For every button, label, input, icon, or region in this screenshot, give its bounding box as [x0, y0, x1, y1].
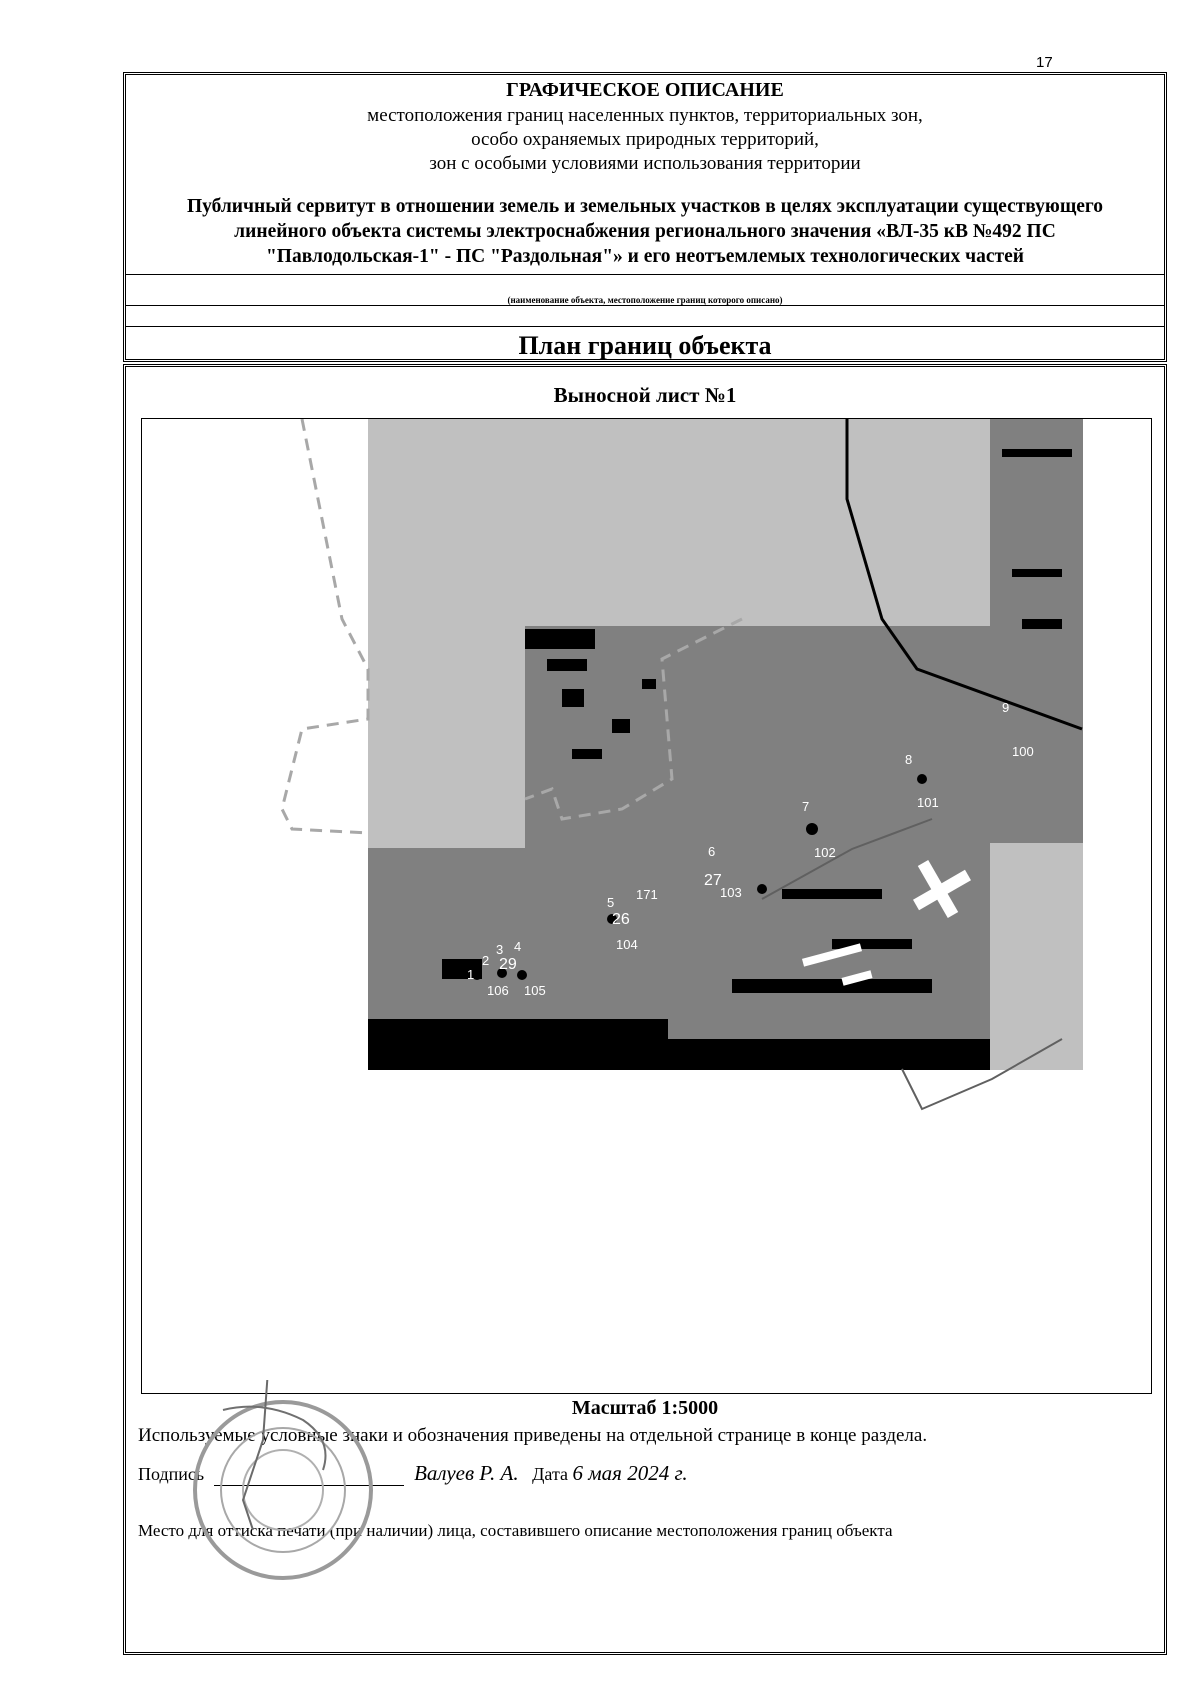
map-label: 4: [514, 939, 522, 954]
subtitle-line-2: особо охраняемых природных территорий,: [471, 129, 819, 150]
map-label: 8: [905, 752, 913, 767]
map-area-mid: [525, 626, 990, 853]
map-label: 101: [917, 795, 939, 810]
map-label: 3: [496, 942, 504, 957]
map-area-light: [990, 843, 1083, 1070]
sheet-title: Выносной лист №1: [553, 383, 737, 407]
page-number: 17: [1036, 54, 1053, 71]
map-label: 5: [607, 895, 615, 910]
map-label: 105: [524, 983, 546, 998]
map-label: 7: [802, 799, 810, 814]
seal-stamp-image: [183, 1380, 383, 1590]
map-area-mid: [990, 419, 1083, 843]
divider: [126, 326, 1164, 327]
map-area-light: [525, 419, 850, 626]
map-label: 6: [708, 844, 716, 859]
map-label: 100: [1012, 744, 1034, 759]
signer-name: Валуев Р. А.: [414, 1461, 519, 1485]
map-label: 27: [704, 872, 722, 889]
map-label: 103: [720, 885, 742, 900]
divider: [126, 274, 1164, 275]
map-area-light: [850, 419, 990, 626]
map-label: 104: [616, 937, 638, 952]
signature-date: 6 мая 2024 г.: [572, 1461, 688, 1485]
map-label: 106: [487, 983, 509, 998]
map-frame[interactable]: [141, 418, 1152, 1394]
map-label: 171: [636, 887, 658, 902]
divider: [126, 305, 1164, 306]
map-label: 29: [499, 956, 517, 973]
map-area-light: [368, 419, 525, 848]
header-block: [123, 72, 1167, 362]
plan-title: План границ объекта: [518, 331, 772, 360]
legend-note: Используемые условные знаки и обозначения приведены на отдельной странице в конце раздела.: [138, 1425, 928, 1446]
map-label: 26: [612, 911, 630, 928]
map-label: 102: [814, 845, 836, 860]
map-label: 9: [1002, 700, 1010, 715]
map-scale: Масштаб 1:5000: [571, 1397, 719, 1419]
map-label: 2: [482, 953, 490, 968]
signature-label: Подпись: [138, 1464, 205, 1484]
object-name: Публичный сервитут в отношении земель и земельных участков в целях эксплуатации существующего линейного объекта системы электроснабжения регионального значения «ВЛ-35 кВ №492 ПС "Павлодольская-1" - ПС "Раздольная"» и его неотъемлемых технологических частей: [186, 196, 1104, 267]
seal-place-note: Место для оттиска печати (при наличии) лица, составившего описание местоположения границ объекта: [138, 1521, 893, 1540]
subtitle-line-1: местоположения границ населенных пунктов, территориальных зон,: [367, 105, 923, 126]
map-image: [142, 419, 1151, 1393]
map-label: 1: [467, 967, 475, 982]
subtitle-line-3: зон с особыми условиями использования территории: [429, 153, 861, 174]
document-title: ГРАФИЧЕСКОЕ ОПИСАНИЕ: [506, 79, 784, 101]
object-caption: (наименование объекта, местоположение границ которого описано): [507, 295, 783, 305]
date-label: Дата: [532, 1464, 569, 1484]
